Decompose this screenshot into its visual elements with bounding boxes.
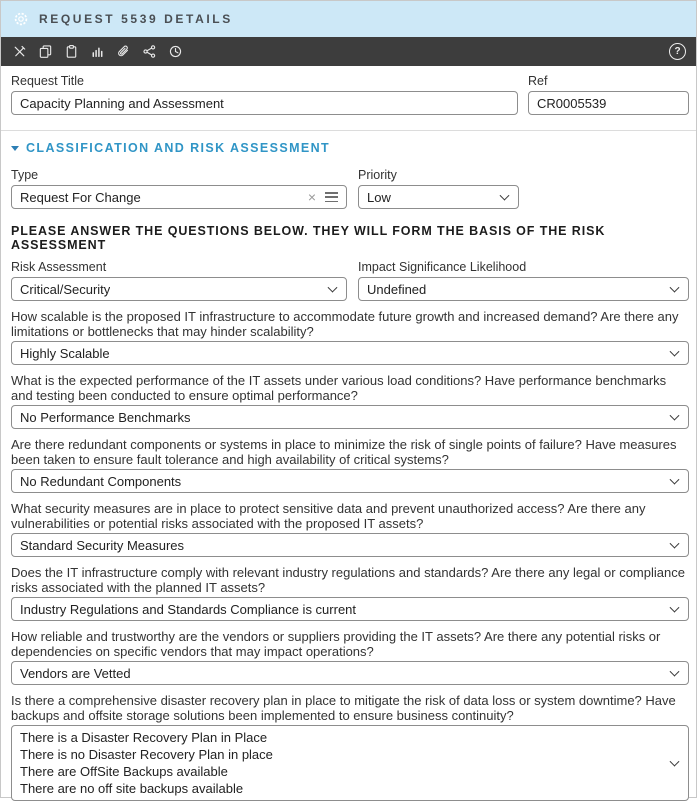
form-content [1, 66, 696, 801]
section-title: CLASSIFICATION AND RISK ASSESSMENT [26, 141, 331, 155]
clipboard-icon[interactable] [63, 43, 80, 60]
ref-input[interactable] [528, 91, 689, 115]
priority-label: Priority [358, 168, 397, 182]
list-picker-icon[interactable] [325, 192, 338, 202]
performance-value: No Performance Benchmarks [20, 409, 191, 425]
question-disaster-recovery [11, 693, 689, 801]
chevron-down-icon [500, 191, 510, 201]
type-priority-row [11, 168, 689, 209]
attachment-icon[interactable] [115, 43, 132, 60]
question-text: What is the expected performance of the IT assets under various load conditions? Have performance benchmarks and testing been conducted to ensure optimal performance? [11, 373, 667, 403]
risk-assessment-select[interactable] [11, 277, 347, 301]
section-classification-header[interactable] [11, 141, 689, 155]
help-icon[interactable]: ? [669, 43, 686, 60]
pin-off-icon[interactable] [11, 43, 28, 60]
performance-select[interactable] [11, 405, 689, 429]
chevron-down-icon [670, 757, 680, 767]
redundancy-select[interactable] [11, 469, 689, 493]
divider [1, 130, 696, 131]
chevron-down-icon [328, 283, 338, 293]
request-title-label: Request Title [11, 74, 84, 88]
security-select[interactable] [11, 533, 689, 557]
compliance-value: Industry Regulations and Standards Compliance is current [20, 601, 357, 617]
question-redundancy [11, 437, 689, 493]
priority-select[interactable] [358, 185, 519, 209]
question-text: Is there a comprehensive disaster recovery plan in place to mitigate the risk of data loss or system downtime? Have backups and offsite storage solutions been implemented to ensure business continuity? [11, 693, 676, 723]
impact-label: Impact Significance Likelihood [358, 260, 527, 274]
vendors-select[interactable] [11, 661, 689, 685]
question-vendors [11, 629, 689, 685]
scalability-value: Highly Scalable [20, 345, 110, 361]
title-ref-row [11, 74, 689, 115]
clear-icon[interactable]: × [307, 189, 316, 205]
bar-chart-icon[interactable] [89, 43, 106, 60]
chevron-down-icon [670, 411, 680, 421]
risk-assessment-banner: PLEASE ANSWER THE QUESTIONS BELOW. THEY WILL FORM THE BASIS OF THE RISK ASSESSMENT [11, 224, 606, 252]
risk-impact-row [11, 260, 689, 301]
redundancy-value: No Redundant Components [20, 473, 182, 489]
toolbar [1, 37, 696, 66]
share-icon[interactable] [141, 43, 158, 60]
copy-icon[interactable] [37, 43, 54, 60]
history-clock-icon[interactable] [167, 43, 184, 60]
type-value: Request For Change [20, 189, 141, 205]
question-compliance [11, 565, 689, 621]
risk-assessment-label: Risk Assessment [11, 260, 107, 274]
priority-value: Low [367, 189, 391, 205]
security-value: Standard Security Measures [20, 537, 185, 553]
question-text: How reliable and trustworthy are the vendors or suppliers providing the IT assets? Are there any potential risks or dependencies on specific vendors that may impact operations? [11, 629, 661, 659]
chevron-down-icon [670, 603, 680, 613]
question-security [11, 501, 689, 557]
chevron-down-icon [670, 667, 680, 677]
ref-label: Ref [528, 74, 548, 88]
listbox-option[interactable]: There is no Disaster Recovery Plan in place [20, 747, 273, 762]
impact-value: Undefined [367, 281, 427, 297]
chevron-down-icon [670, 539, 680, 549]
chevron-down-icon [670, 283, 680, 293]
question-text: Does the IT infrastructure comply with relevant industry regulations and standards? Are there any legal or compliance risks associated with the planned IT assets? [11, 565, 685, 595]
impact-select[interactable] [358, 277, 689, 301]
scalability-select[interactable] [11, 341, 689, 365]
vendors-value: Vendors are Vetted [20, 665, 131, 681]
question-scalability [11, 309, 689, 365]
collapse-triangle-icon [11, 146, 19, 151]
question-text: Are there redundant components or systems in place to minimize the risk of single points of failure? Have measures been taken to ensure fault tolerance and high availability of critical systems? [11, 437, 677, 467]
gear-icon [13, 11, 29, 27]
listbox-option[interactable]: There are no off site backups available [20, 781, 244, 796]
question-text: What security measures are in place to protect sensitive data and prevent unauthorized access? Are there any vulnerabilities or potential risks associated with the proposed IT assets? [11, 501, 646, 531]
compliance-select[interactable] [11, 597, 689, 621]
listbox-option[interactable]: There are OffSite Backups available [20, 764, 228, 779]
type-label: Type [11, 168, 39, 182]
chevron-down-icon [670, 347, 680, 357]
type-input[interactable] [11, 185, 347, 209]
request-title-input[interactable] [11, 91, 518, 115]
question-text: How scalable is the proposed IT infrastructure to accommodate future growth and increased demand? Are there any limitations or bottlenecks that may hinder scalability? [11, 309, 679, 339]
risk-assessment-value: Critical/Security [20, 281, 111, 297]
question-performance [11, 373, 689, 429]
disaster-recovery-listbox[interactable] [11, 725, 689, 801]
panel-titlebar [1, 1, 696, 37]
panel-title: REQUEST 5539 DETAILS [39, 12, 233, 26]
listbox-option[interactable]: There is a Disaster Recovery Plan in Place [20, 730, 268, 745]
chevron-down-icon [670, 475, 680, 485]
